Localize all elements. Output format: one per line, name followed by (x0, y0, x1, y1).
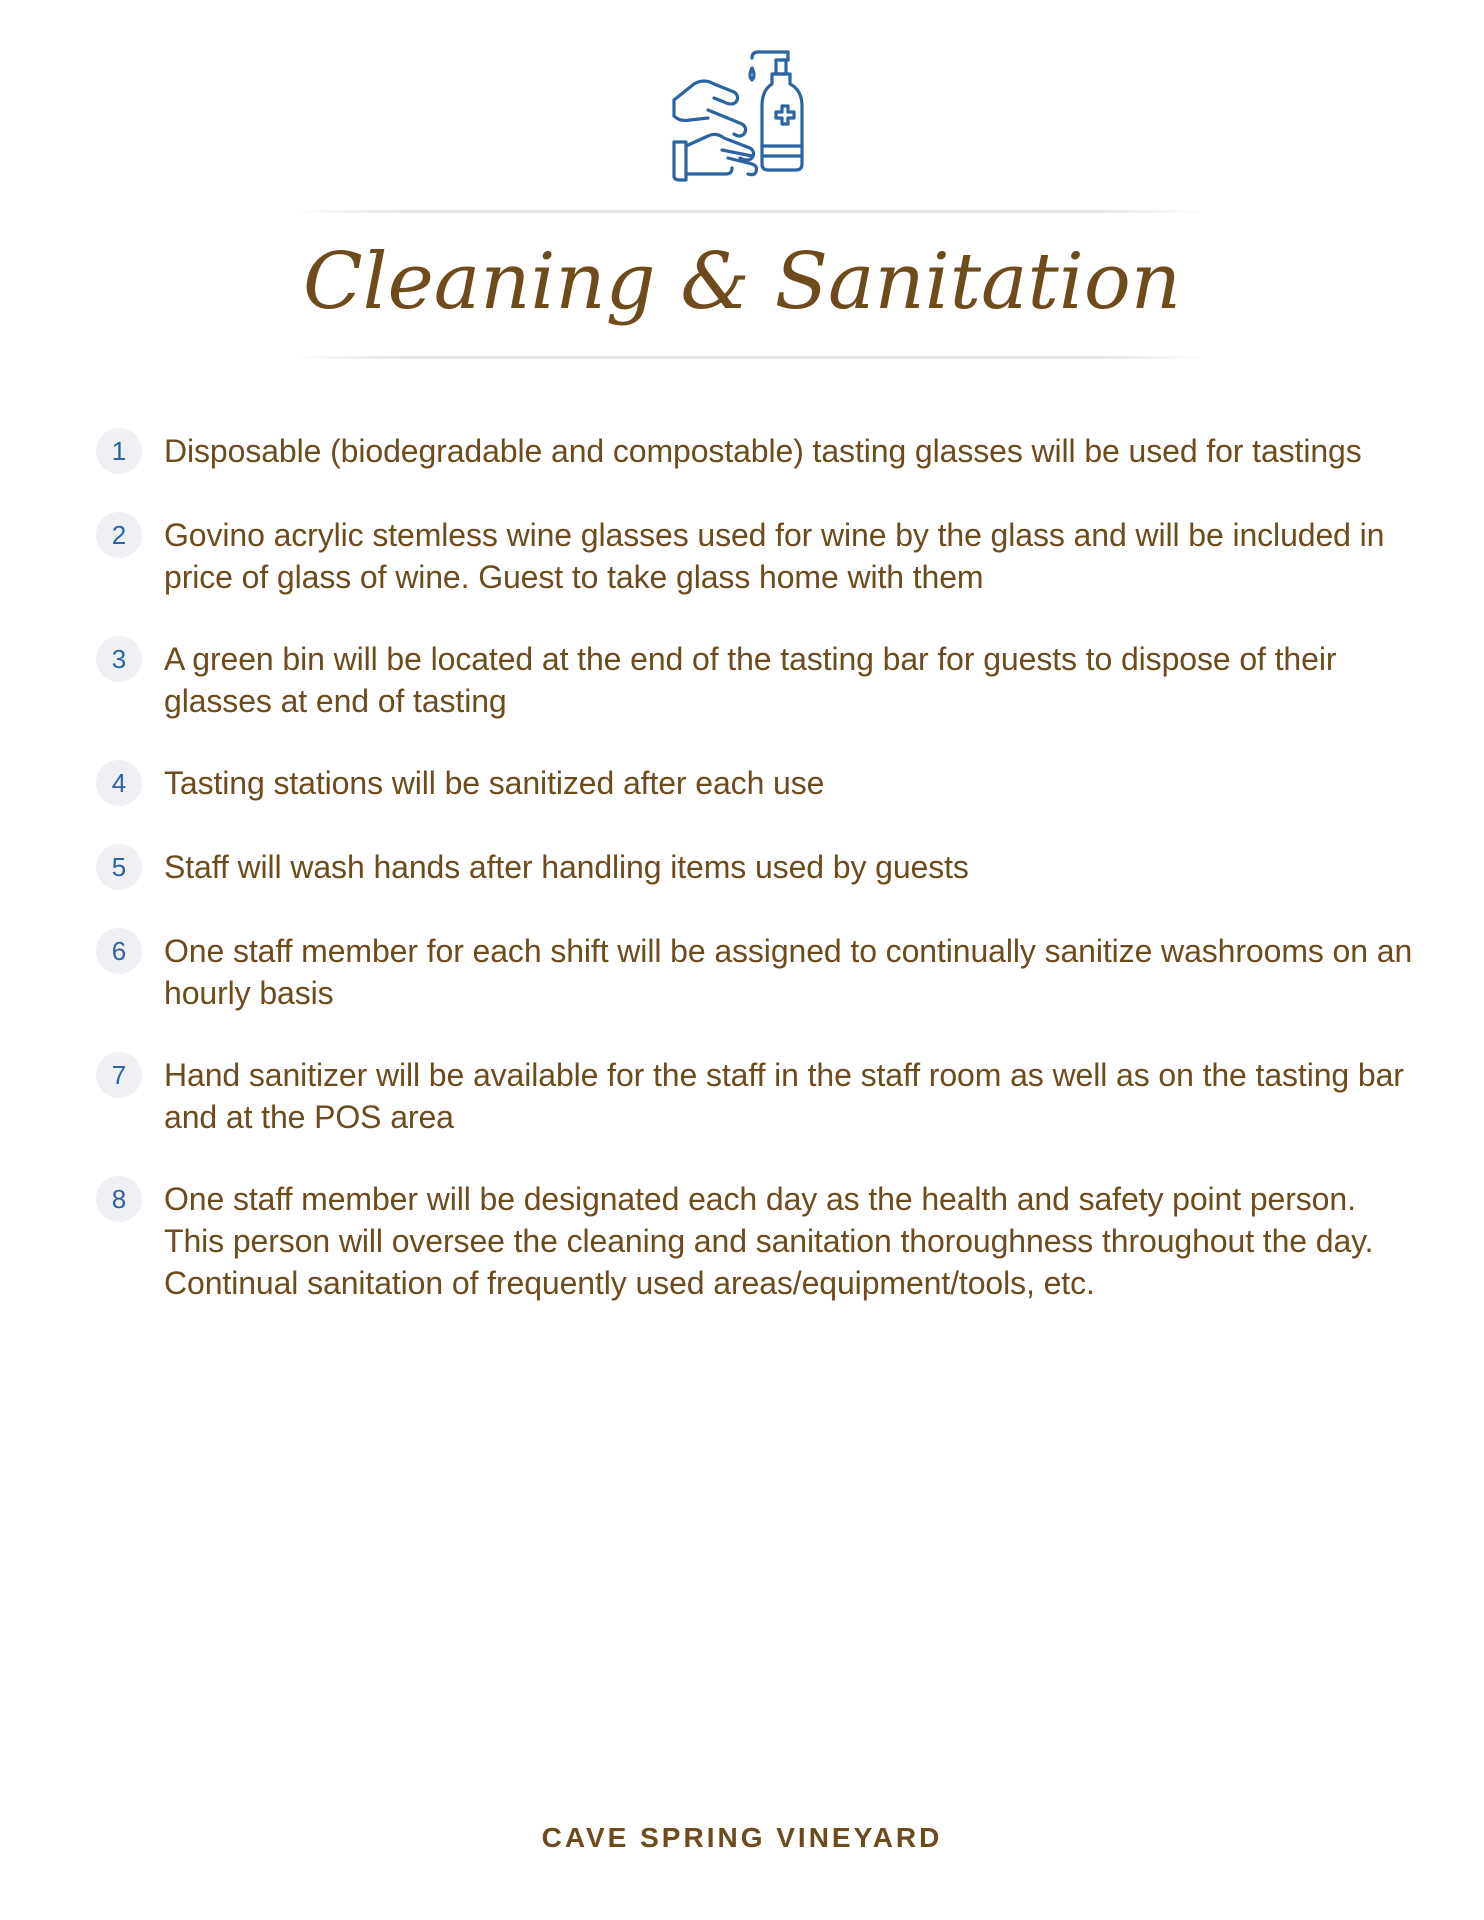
item-text: One staff member will be designated each day as the health and safety point person. This person will oversee the cleaning and sanitation thoroughness throughout the day. Continual sanitation of frequently used areas/equipment/tools, etc. (164, 1181, 1374, 1301)
item-text: Govino acrylic stemless wine glasses used for wine by the glass and will be included in price of glass of wine. Guest to take glass home with them (164, 517, 1385, 595)
list-item (96, 430, 1416, 474)
item-number-badge: 8 (96, 1176, 142, 1222)
list-item (96, 514, 1416, 598)
hand-washing-sanitizer-icon (668, 46, 828, 186)
title-divider-top (290, 210, 1210, 213)
item-number-badge: 6 (96, 928, 142, 974)
item-number-badge: 1 (96, 428, 142, 474)
item-number-badge: 4 (96, 760, 142, 806)
list-item (96, 638, 1416, 722)
item-number-badge: 2 (96, 512, 142, 558)
list-item (96, 930, 1416, 1014)
item-text: One staff member for each shift will be assigned to continually sanitize washrooms on an hourly basis (164, 933, 1413, 1011)
title-divider-bottom (290, 356, 1210, 359)
item-text: Hand sanitizer will be available for the staff in the staff room as well as on the tasting bar and at the POS area (164, 1057, 1404, 1135)
item-number-badge: 7 (96, 1052, 142, 1098)
list-item (96, 1178, 1416, 1304)
item-text: Disposable (biodegradable and compostable) tasting glasses will be used for tastings (164, 433, 1362, 469)
page-title: Cleaning & Sanitation (302, 237, 1182, 327)
item-number-badge: 3 (96, 636, 142, 682)
item-text: A green bin will be located at the end of the tasting bar for guests to dispose of their glasses at end of tasting (164, 641, 1337, 719)
list-item (96, 1054, 1416, 1138)
list-item (96, 762, 1416, 806)
item-text: Tasting stations will be sanitized after each use (164, 765, 825, 801)
item-text: Staff will wash hands after handling items used by guests (164, 849, 969, 885)
list-item (96, 846, 1416, 890)
footer-brand: CAVE SPRING VINEYARD (541, 1822, 943, 1853)
item-number-badge: 5 (96, 844, 142, 890)
procedure-list (96, 430, 1416, 1344)
